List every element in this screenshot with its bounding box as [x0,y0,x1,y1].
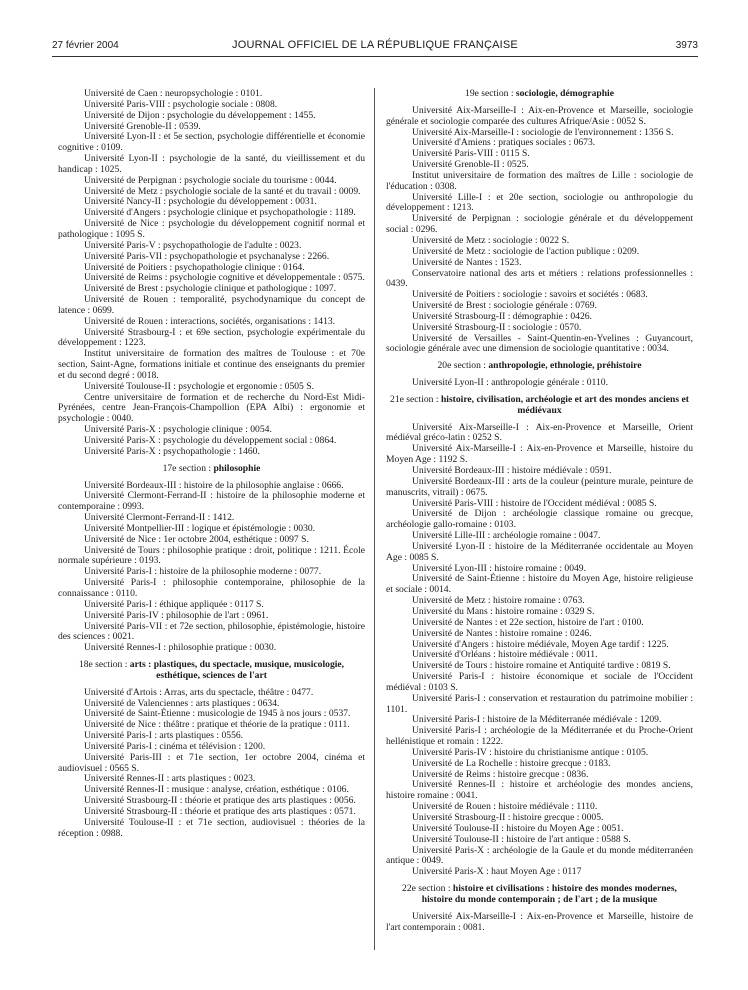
list-item: Université Lyon-II : psychologie de la santé, du vieillissement et du handicap : 1025. [58,153,365,175]
list-item: Université Lyon-II : et 5e section, psychologie différentielle et économie cognitive : 0109. [58,131,365,154]
list-item: Université de Nice : théâtre : pratique et théorie de la pratique : 0111. [84,719,350,731]
list-item: Université de Rouen : temporalité, psychodynamique du concept de latence : 0699. [58,294,365,316]
list-item: Université de Dijon : psychologie du développement : 1455. [84,109,316,121]
list-item: Université Bordeaux-III : histoire médiévale : 0591. [412,465,612,476]
list-item: Université du Mans : histoire romaine : 0329 S. [412,605,595,617]
section-heading [386,395,693,417]
list-item: Université de Reims : psychologie cognitive et développementale : 0575. [84,272,365,284]
section-number: 19e section : [465,88,516,99]
list-item: Université Rennes-I : philosophie pratique : 0030. [84,642,277,654]
list-item: Université Aix-Marseille-I : Aix-en-Provence et Marseille, histoire de l'art contemporain : 0081. [386,910,693,933]
list-item: Université Paris-VII : psychopathologie et psychanalyse : 2266. [84,250,330,262]
list-item: Université Strasbourg-II : démographie : 0426. [412,310,592,322]
list-item: Université Rennes-II : histoire et archéologie des mondes anciens, histoire romaine : 0041. [386,779,693,802]
list-item: Université de Dijon : archéologie classique romaine ou grecque, archéologie gallo-romaine : 0103. [386,508,693,531]
list-item: Université de Brest : sociologie générale : 0769. [412,300,597,312]
header-rule [52,56,698,57]
list-item: Université Toulouse-II : psychologie et ergonomie : 0505 S. [84,380,314,392]
list-item: Université de Saint-Étienne : musicologie de 1945 à nos jours : 0537. [84,708,351,720]
list-item: Université d'Orléans : histoire médiévale : 0011. [412,649,598,661]
list-item: Université Aix-Marseille-I : Aix-en-Provence et Marseille, histoire du Moyen Age : 1192 S. [386,443,693,466]
list-item: Université de Brest : psychologie clinique et pathologique : 1097. [84,283,337,295]
list-item: Université Grenoble-II : 0525. [412,159,529,171]
list-item: Université Paris-IV : histoire du christianisme antique : 0105. [412,746,649,758]
section-title: histoire, civilisation, archéologie et art des mondes anciens et médiévaux [440,393,689,416]
section-number: 20e section : [437,360,489,372]
list-item: Université d'Artois : Arras, arts du spectacle, théâtre : 0477. [84,686,314,698]
list-item: Université de Nantes : et 22e section, histoire de l'art : 0100. [412,616,644,628]
list-item: Université de Nice : 1er octobre 2004, esthétique : 0097 S. [84,533,309,545]
list-item: Université Clermont-Ferrand-II : 1412. [84,512,235,524]
section-number: 22e section : [402,883,453,895]
section-heading [58,464,365,475]
list-item: Université de Versailles - Saint-Quentin-en-Yvelines : Guyancourt, sociologie générale avec une dimension de sociologie quantitative : 0034. [386,332,693,355]
list-item: Université Paris-I : histoire économique et sociale de l'Occident médiéval : 0103 S. [386,671,693,693]
list-item: Université d'Angers : histoire médiévale, Moyen Age tardif : 1225. [412,638,669,650]
list-item: Université Strasbourg-II : histoire grecque : 0005. [412,812,604,823]
list-item: Université de Tours : histoire romaine et Antiquité tardive : 0819 S. [412,660,671,672]
list-item: Université Clermont-Ferrand-II : histoire de la philosophie moderne et contemporaine : 0993. [58,490,365,513]
list-item: Université d'Angers : psychologie clinique et psychopathologie : 1189. [84,207,356,219]
list-item: Université Paris-X : archéologie de la Gaule et du monde méditerranéen antique : 0049. [386,844,693,867]
list-item: Université de Tours : philosophie pratique : droit, politique : 1211. École normale supérieure : 0193. [58,544,365,567]
list-item: Université Lille-III : archéologie romaine : 0047. [412,530,601,542]
list-item: Université de Rouen : histoire médiévale : 1110. [412,801,598,813]
section-heading [386,884,693,906]
list-item: Université Strasbourg-II : théorie et pratique des arts plastiques : 0571. [84,806,356,817]
list-item: Université Lyon-II : histoire de la Méditerranée occidentale au Moyen Age : 0085 S. [386,540,693,563]
list-item: Université Paris-VIII : 0115 S. [412,148,530,160]
section-title: philosophie [213,462,261,474]
list-item: Université de Nantes : histoire romaine : 0246. [412,627,592,639]
list-item: Université Rennes-II : musique : analyse, création, esthétique : 0106. [84,784,349,796]
section-number: 17e section : [162,462,214,474]
section-heading [386,89,693,100]
list-item: Université de Metz : psychologie sociale de la santé et du travail : 0009. [84,185,361,197]
list-item: Université de Perpignan : psychologie sociale du tourisme : 0044. [84,174,337,186]
header-date: 27 février 2004 [52,40,119,51]
section-heading [58,660,365,682]
list-item: Université Paris-X : psychologie du développement social : 0864. [84,435,337,446]
list-item: Université de Nice : psychologie du développement cognitif normal et pathologique : 1095 S. [58,218,365,240]
list-item: Université Bordeaux-III : arts de la couleur (peinture murale, peinture de manuscrits, vitrail) : 0675. [386,475,693,498]
list-item: Université Aix-Marseille-I : Aix-en-Provence et Marseille, sociologie générale et sociologie comparée des cultures Afrique/Asie : 0052 S. [386,104,693,127]
list-item: Université Paris-IV : philosophie de l'art : 0961. [84,609,269,621]
right-column [386,89,693,933]
list-item: Université de Saint-Étienne : histoire du Moyen Age, histoire religieuse et sociale : 0014. [386,573,693,596]
list-item: Université de Perpignan : sociologie générale et du développement social : 0296. [386,213,693,236]
list-item: Université Paris-V : psychopathologie de l'adulte : 0023. [84,239,302,251]
section-title: anthropologie, ethnologie, préhistoire [488,360,642,372]
list-item: Université Nancy-II : psychologie du développement : 0031. [84,196,317,208]
list-item: Université de Metz : histoire romaine : 0763. [412,595,585,607]
list-item: Université Paris-I : philosophie contemporaine, philosophie de la connaissance : 0110. [58,577,365,599]
list-item: Université Aix-Marseille-I : Aix-en-Provence et Marseille, Orient médiéval gréco-latin : 0252 S. [386,421,693,444]
list-item: Université Aix-Marseille-I : sociologie de l'environnement : 1356 S. [412,126,674,138]
list-item: Université d'Amiens : pratiques sociales : 0673. [412,137,596,149]
list-item: Université Strasbourg-I : et 69e section, psychologie expérimentale du développement : 1223. [58,326,365,349]
list-item: Conservatoire national des arts et métiers : relations professionnelles : 0439. [386,267,693,290]
list-item: Université de Reims : histoire grecque : 0836. [412,768,589,780]
header-title: JOURNAL OFFICIEL DE LA RÉPUBLIQUE FRANÇAISE [232,39,518,51]
list-item: Institut universitaire de formation des maîtres de Toulouse : et 70e section, Saint-Agne, formations initiale et continue des enseignants du premier et du second degré : 0018. [58,348,365,381]
list-item: Université Paris-I : cinéma et télévision : 1200. [84,740,266,752]
list-item: Université Montpellier-III : logique et épistémologie : 0030. [84,522,316,534]
left-column [58,89,365,840]
list-item: Université Strasbourg-II : sociologie : 0570. [412,321,582,333]
list-item: Université Paris-VIII : psychologie sociale : 0808. [84,98,278,110]
list-item: Université Paris-I : histoire de la philosophie moderne : 0077. [84,566,322,578]
list-item: Université Paris-X : psychologie clinique : 0054. [84,424,272,436]
list-item: Université Lille-I : et 20e section, sociologie ou anthropologie du développement : 1213. [386,191,693,214]
list-item: Université Lyon-III : histoire romaine : 0049. [412,562,586,574]
list-item: Institut universitaire de formation des maîtres de Lille : sociologie de l'éducation : 0308. [386,169,693,192]
list-item: Centre universitaire de formation et de recherche du Nord-Est Midi-Pyrénées, centre Jean-François-Champollion (EPA Albi) : ergonomie et psychologie : 0040. [58,391,365,425]
section-number: 18e section : [78,659,130,671]
list-item: Université Rennes-II : arts plastiques : 0023. [84,773,256,785]
list-item: Université Paris-III : et 71e section, 1er octobre 2004, cinéma et audiovisuel : 0565 S. [58,751,365,774]
section-heading [386,361,693,372]
list-item: Université Paris-I : arts plastiques : 0556. [84,730,244,742]
list-item: Université Bordeaux-III : histoire de la philosophie anglaise : 0666. [84,479,344,491]
list-item: Université Lyon-II : anthropologie générale : 0110. [412,377,608,389]
section-number: 21e section : [390,393,441,405]
list-item: Université Strasbourg-II : théorie et pratique des arts plastiques : 0056. [84,795,356,807]
section-title: histoire et civilisations : histoire des mondes modernes, histoire du monde contemporain ; de l'art ; de la musique [421,883,677,905]
list-item: Université Grenoble-II : 0539. [84,120,201,132]
list-item: Université Paris-I : éthique appliquée : 0117 S. [84,598,264,610]
list-item: Université Paris-I : conservation et restauration du patrimoine mobilier : 1101. [386,692,693,715]
list-item: Université Paris-VII : et 72e section, philosophie, épistémologie, histoire des sciences : 0021. [58,620,365,643]
list-item: Université Paris-X : haut Moyen Age : 0117 [412,866,582,878]
list-item: Université Paris-VIII : histoire de l'Occident médiéval : 0085 S. [412,497,657,509]
list-item: Université de Valenciennes : arts plastiques : 0634. [84,697,280,709]
list-item: Université de Metz : sociologie de l'action publique : 0209. [412,245,640,257]
header-page-number: 3973 [675,40,698,51]
section-title: arts : plastiques, du spectacle, musique, musicologie, esthétique, sciences de l'art [129,659,345,681]
list-item: Université Toulouse-II : histoire du Moyen Age : 0051. [412,822,624,834]
column-divider [374,88,375,950]
list-item: Université Paris-I : archéologie de la Méditerranée et du Proche-Orient hellénistique et romain : 1222. [386,725,693,748]
section-title: sociologie, démographie [515,88,614,99]
list-item: Université Toulouse-II : histoire de l'art antique : 0588 S. [412,833,631,845]
list-item: Université Toulouse-II : et 71e section, audiovisuel : théories de la réception : 0988. [58,816,365,839]
list-item: Université Paris-X : psychopathologie : 1460. [84,445,260,457]
list-item: Université de Poitiers : sociologie : savoirs et sociétés : 0683. [412,289,648,301]
list-item: Université de La Rochelle : histoire grecque : 0183. [412,757,611,769]
list-item: Université de Poitiers : psychopathologie clinique : 0164. [84,261,305,273]
list-item: Université Paris-I : histoire de la Méditerranée médiévale : 1209. [412,714,662,726]
list-item: Université de Metz : sociologie : 0022 S. [412,234,570,246]
list-item: Université de Caen : neuropsychologie : 0101. [84,88,263,99]
list-item: Université de Rouen : interactions, sociétés, organisations : 1413. [84,315,336,327]
list-item: Université de Nantes : 1523. [412,256,522,268]
